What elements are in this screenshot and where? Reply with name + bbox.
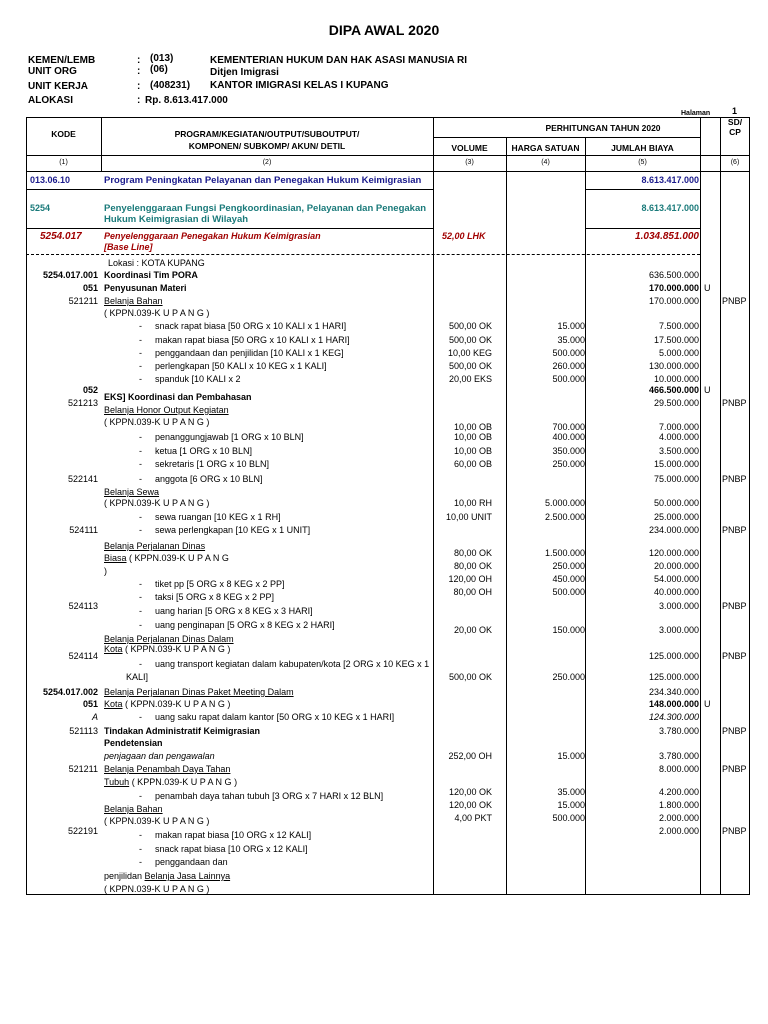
row-jumlah: 170.000.000 — [648, 296, 699, 306]
row-description: Tindakan Administratif Keimigrasian — [104, 726, 261, 736]
row-description: penggandaan dan penjilidan [10 KALI x 1 KEG] — [155, 348, 344, 358]
row-sdcp: U — [704, 699, 711, 709]
bullet-icon: - — [139, 459, 142, 469]
unit-kerja-code: (408231) — [150, 80, 191, 91]
row-description: Belanja Penambah Daya Tahan — [104, 764, 231, 774]
col-header-sdcp-2: CP — [729, 127, 741, 137]
row-description: spanduk [10 KALI x 2 — [155, 374, 241, 384]
row-description: taksi [5 ORG x 8 KEG x 2 PP] — [155, 592, 275, 602]
row-code: 521213 — [67, 398, 98, 408]
row-description: sewa perlengkapan [10 KEG x 1 UNIT] — [155, 525, 311, 535]
row-description: perlengkapan [50 KALI x 10 KEG x 1 KALI] — [155, 361, 327, 371]
row-jumlah: 10.000.000 — [653, 374, 699, 384]
row-jumlah: 7.000.000 — [658, 422, 699, 432]
row-jumlah: 17.500.000 — [653, 335, 699, 345]
row-code: 5254 — [30, 203, 51, 213]
row-harga: 500.000 — [552, 587, 585, 597]
bullet-icon: - — [139, 361, 142, 371]
row-jumlah: 3.780.000 — [658, 726, 699, 736]
col-number-5: (5) — [638, 159, 647, 166]
row-volume: 60,00 OB — [453, 459, 492, 469]
row-jumlah: 2.000.000 — [658, 826, 699, 836]
row-jumlah: 8.000.000 — [658, 764, 699, 774]
row-description: uang transport kegiatan dalam kabupaten/kota [2 ORG x 10 KEG x 1 — [155, 659, 430, 669]
row-volume: 80,00 OK — [453, 561, 492, 571]
divider — [585, 189, 700, 190]
row-description: EKS] Koordinasi dan Pembahasan — [104, 392, 252, 402]
row-description: sekretaris [1 ORG x 10 BLN] — [155, 459, 270, 469]
divider — [433, 228, 434, 254]
row-jumlah: 4.200.000 — [658, 787, 699, 797]
row-description: Program Peningkatan Pelayanan dan Penegakan Hukum Keimigrasian — [104, 175, 422, 186]
row-volume: 120,00 OK — [448, 800, 492, 810]
row-description: Belanja Perjalanan Dinas Paket Meeting Dalam — [104, 687, 294, 697]
row-description: makan rapat biasa [10 ORG x 12 KALI] — [155, 830, 312, 840]
row-description: Koordinasi Tim PORA — [104, 270, 198, 280]
row-code: 051 — [82, 699, 98, 709]
row-description: Kota ( KPPN.039-K U P A N G ) — [104, 644, 231, 654]
row-harga: 250.000 — [552, 672, 585, 682]
row-description: Penyusunan Materi — [104, 283, 187, 293]
bullet-icon: - — [139, 712, 142, 722]
halaman-value: 1 — [732, 106, 738, 116]
row-code: A — [91, 712, 98, 722]
col-header-program-2: KOMPONEN/ SUBKOMP/ AKUN/ DETIL — [188, 141, 346, 151]
kemen-label: KEMEN/LEMB — [28, 55, 96, 66]
row-description: snack rapat biasa [50 ORG x 10 KALI x 1 HARI] — [155, 321, 347, 331]
row-description: tiket pp [5 ORG x 8 KEG x 2 PP] — [155, 579, 285, 589]
row-volume: 10,00 RH — [453, 498, 492, 508]
row-code: 5254.017.002 — [42, 687, 98, 697]
row-description: ( KPPN.039-K U P A N G ) — [104, 884, 210, 894]
bullet-icon: - — [139, 335, 142, 345]
row-sdcp: PNBP — [722, 525, 747, 535]
row-harga: 500.000 — [552, 374, 585, 384]
row-volume: 10,00 OB — [453, 432, 492, 442]
row-description: ( KPPN.039-K U P A N G ) — [104, 816, 210, 826]
row-description: Hukum Keimigrasian di Wilayah — [104, 214, 249, 225]
kemen-name: KEMENTERIAN HUKUM DAN HAK ASASI MANUSIA RI — [210, 55, 468, 66]
row-volume: 10,00 OB — [453, 422, 492, 432]
divider — [26, 228, 433, 229]
row-volume: 500,00 OK — [448, 672, 492, 682]
row-harga: 150.000 — [552, 625, 585, 635]
col-number-2: (2) — [262, 159, 272, 166]
row-description: ( KPPN.039-K U P A N G ) — [104, 417, 210, 427]
bullet-icon: - — [139, 446, 142, 456]
row-description: KALI] — [126, 672, 149, 682]
row-harga: 15.000 — [557, 321, 585, 331]
bullet-icon: - — [139, 432, 142, 442]
row-jumlah: 3.000.000 — [658, 601, 699, 611]
bullet-icon: - — [139, 844, 142, 854]
row-description: Belanja Bahan — [104, 804, 163, 814]
row-jumlah: 1.034.851.000 — [635, 231, 699, 242]
col-number-4: (4) — [541, 159, 550, 166]
row-description: anggota [6 ORG x 10 BLN] — [155, 474, 263, 484]
bullet-icon: - — [139, 659, 142, 669]
row-jumlah: 3.000.000 — [658, 625, 699, 635]
col-number-1: (1) — [59, 159, 68, 166]
unit-org-name: Ditjen Imigrasi — [210, 67, 279, 78]
unit-kerja-name: KANTOR IMIGRASI KELAS I KUPANG — [210, 80, 389, 91]
row-description: sewa ruangan [10 KEG x 1 RH] — [155, 512, 281, 522]
row-volume: 10,00 OB — [453, 446, 492, 456]
col-number-6: (6) — [730, 159, 740, 166]
row-code: 521211 — [68, 296, 98, 306]
col-header-sdcp: SD/ — [727, 117, 743, 127]
row-harga: 250.000 — [552, 561, 585, 571]
divider — [433, 137, 700, 138]
row-code: 524114 — [68, 651, 98, 661]
row-code: 524113 — [68, 601, 98, 611]
row-description: uang harian [5 ORG x 8 KEG x 3 HARI] — [155, 606, 313, 616]
row-code: 013.06.10 — [30, 175, 71, 185]
bullet-icon: - — [139, 830, 142, 840]
bullet-icon: - — [139, 791, 142, 801]
row-code: 524111 — [69, 525, 98, 535]
row-jumlah: 25.000.000 — [653, 512, 699, 522]
divider — [26, 155, 750, 156]
row-jumlah: 8.613.417.000 — [641, 203, 699, 213]
row-description: Pendetensian — [104, 738, 163, 748]
row-volume: 120,00 OK — [448, 787, 492, 797]
row-description: uang saku rapat dalam kantor [50 ORG x 10 KEG x 1 HARI] — [155, 712, 395, 722]
row-volume: 20,00 OK — [453, 625, 492, 635]
divider — [26, 171, 750, 172]
col-header-jumlah: JUMLAH BIAYA — [611, 143, 674, 153]
bullet-icon: - — [139, 512, 142, 522]
bullet-icon: - — [139, 525, 142, 535]
row-volume: 10,00 KEG — [447, 348, 492, 358]
row-description: penambah daya tahan tubuh [3 ORG x 7 HARI x 12 BLN] — [155, 791, 384, 801]
row-description: Tubuh ( KPPN.039-K U P A N G ) — [104, 777, 238, 787]
bullet-icon: - — [139, 606, 142, 616]
row-code: 5254.017 — [40, 231, 82, 242]
unit-org-label: UNIT ORG — [28, 66, 77, 77]
row-sdcp: PNBP — [722, 601, 747, 611]
row-jumlah: 636.500.000 — [648, 270, 699, 280]
row-description: Belanja Perjalanan Dinas Dalam — [104, 634, 234, 644]
row-harga: 700.000 — [552, 422, 585, 432]
bullet-icon: - — [139, 620, 142, 630]
unit-org-code: (06) — [150, 64, 168, 75]
row-description: Belanja Sewa — [104, 487, 160, 497]
row-description: penggandaan dan — [155, 857, 228, 867]
row-harga: 260.000 — [552, 361, 585, 371]
row-description: Penyelenggaraan Penegakan Hukum Keimigrasian — [104, 231, 321, 241]
row-jumlah: 1.800.000 — [658, 800, 699, 810]
row-jumlah: 40.000.000 — [653, 587, 699, 597]
divider — [720, 117, 721, 895]
row-sdcp: PNBP — [722, 826, 747, 836]
row-description: Penyelenggaraan Fungsi Pengkoordinasian, Pelayanan dan Penegakan — [104, 203, 427, 214]
col-header-volume: VOLUME — [451, 143, 488, 153]
col-header-harga: HARGA SATUAN — [511, 143, 580, 153]
row-description: Lokasi : KOTA KUPANG — [108, 258, 205, 268]
row-jumlah: 8.613.417.000 — [641, 175, 699, 185]
row-sdcp: PNBP — [722, 296, 747, 306]
bullet-icon: - — [139, 348, 142, 358]
row-code: 522191 — [67, 826, 98, 836]
row-jumlah: 50.000.000 — [653, 498, 699, 508]
row-description: uang penginapan [5 ORG x 8 KEG x 2 HARI] — [155, 620, 335, 630]
row-description: penjagaan dan pengawalan — [104, 751, 215, 761]
divider — [26, 189, 433, 190]
col-number-3: (3) — [465, 159, 474, 166]
row-description: ketua [1 ORG x 10 BLN] — [155, 446, 253, 456]
row-jumlah: 3.780.000 — [658, 751, 699, 761]
row-volume: 80,00 OK — [453, 548, 492, 558]
row-description: penanggungjawab [1 ORG x 10 BLN] — [155, 432, 304, 442]
col-header-kode: KODE — [51, 129, 76, 139]
row-harga: 500.000 — [552, 348, 585, 358]
divider — [585, 228, 700, 229]
row-volume: 120,00 OH — [448, 574, 492, 584]
row-harga: 35.000 — [557, 787, 585, 797]
bullet-icon: - — [139, 857, 142, 867]
row-description: makan rapat biasa [50 ORG x 10 KALI x 1 HARI] — [155, 335, 350, 345]
row-volume: 52,00 LHK — [442, 231, 486, 241]
row-jumlah: 29.500.000 — [653, 398, 699, 408]
row-volume: 80,00 OH — [453, 587, 492, 597]
row-sdcp: PNBP — [722, 651, 747, 661]
row-jumlah: 4.000.000 — [658, 432, 699, 442]
row-jumlah: 120.000.000 — [648, 548, 699, 558]
row-volume: 500,00 OK — [448, 335, 492, 345]
row-sdcp: PNBP — [722, 474, 747, 484]
row-sdcp: PNBP — [722, 398, 747, 408]
row-description: Biasa ( KPPN.039-K U P A N G — [104, 553, 229, 563]
row-harga: 350.000 — [552, 446, 585, 456]
alokasi-value: Rp. 8.613.417.000 — [145, 95, 228, 106]
row-harga: 15.000 — [557, 751, 585, 761]
row-harga: 2.500.000 — [544, 512, 585, 522]
row-jumlah: 148.000.000 — [648, 699, 699, 709]
row-jumlah: 3.500.000 — [658, 446, 699, 456]
colon: : — [137, 55, 141, 66]
halaman-label: Halaman — [681, 110, 711, 117]
row-jumlah: 75.000.000 — [653, 474, 699, 484]
row-description: Belanja Honor Output Kegiatan — [104, 405, 229, 415]
row-volume: 10,00 UNIT — [445, 512, 492, 522]
row-jumlah: 234.000.000 — [648, 525, 699, 535]
colon: : — [137, 66, 141, 77]
bullet-icon: - — [139, 592, 142, 602]
row-volume: 20,00 EKS — [448, 374, 492, 384]
col-header-perhitungan: PERHITUNGAN TAHUN 2020 — [545, 123, 661, 133]
row-jumlah: 124.300.000 — [648, 712, 699, 722]
row-volume: 252,00 OH — [448, 751, 492, 761]
row-description: Belanja Perjalanan Dinas — [104, 541, 206, 551]
divider — [700, 117, 701, 895]
row-code: 521113 — [69, 726, 98, 736]
row-harga: 250.000 — [552, 459, 585, 469]
row-volume: 4,00 PKT — [454, 813, 492, 823]
row-description: ( KPPN.039-K U P A N G ) — [104, 498, 210, 508]
divider — [26, 254, 700, 255]
row-jumlah: 125.000.000 — [648, 651, 699, 661]
row-jumlah: 7.500.000 — [658, 321, 699, 331]
row-harga: 5.000.000 — [544, 498, 585, 508]
row-code: 522141 — [67, 474, 98, 484]
bullet-icon: - — [139, 321, 142, 331]
row-jumlah: 234.340.000 — [648, 687, 699, 697]
colon: : — [137, 95, 141, 106]
row-description: ( KPPN.039-K U P A N G ) — [104, 308, 210, 318]
row-jumlah: 170.000.000 — [648, 283, 699, 293]
bullet-icon: - — [139, 474, 142, 484]
row-code: 521211 — [68, 764, 98, 774]
document-title: DIPA AWAL 2020 — [328, 22, 440, 38]
row-jumlah: 20.000.000 — [653, 561, 699, 571]
alokasi-label: ALOKASI — [28, 95, 73, 106]
row-harga: 35.000 — [557, 335, 585, 345]
row-jumlah: 466.500.000 — [648, 385, 699, 395]
row-sdcp: U — [704, 283, 711, 293]
row-volume: 500,00 OK — [448, 361, 492, 371]
row-jumlah: 2.000.000 — [658, 813, 699, 823]
row-description: Kota ( KPPN.039-K U P A N G ) — [104, 699, 231, 709]
col-header-program: PROGRAM/KEGIATAN/OUTPUT/SUBOUTPUT/ — [174, 129, 360, 139]
row-harga: 15.000 — [557, 800, 585, 810]
row-harga: 400.000 — [552, 432, 585, 442]
row-jumlah: 54.000.000 — [653, 574, 699, 584]
row-harga: 450.000 — [552, 574, 585, 584]
bullet-icon: - — [139, 374, 142, 384]
kemen-code: (013) — [150, 53, 174, 64]
row-sdcp: PNBP — [722, 726, 747, 736]
row-harga: 500.000 — [552, 813, 585, 823]
row-description: Belanja Bahan — [104, 296, 163, 306]
colon: : — [137, 81, 141, 92]
row-harga: 1.500.000 — [544, 548, 585, 558]
row-code: 5254.017.001 — [42, 270, 98, 280]
row-description: [Base Line] — [104, 242, 153, 252]
row-code: 052 — [82, 385, 98, 395]
row-volume: 500,00 OK — [448, 321, 492, 331]
row-code: 051 — [82, 283, 98, 293]
row-sdcp: PNBP — [722, 764, 747, 774]
unit-kerja-label: UNIT KERJA — [28, 81, 89, 92]
row-jumlah: 5.000.000 — [658, 348, 699, 358]
row-jumlah: 125.000.000 — [648, 672, 699, 682]
row-description: snack rapat biasa [10 ORG x 12 KALI] — [155, 844, 308, 854]
row-sdcp: U — [704, 385, 711, 395]
bullet-icon: - — [139, 579, 142, 589]
row-jumlah: 15.000.000 — [653, 459, 699, 469]
row-description: penjilidan Belanja Jasa Lainnya — [104, 871, 231, 881]
row-jumlah: 130.000.000 — [648, 361, 699, 371]
row-description: ) — [104, 566, 107, 576]
